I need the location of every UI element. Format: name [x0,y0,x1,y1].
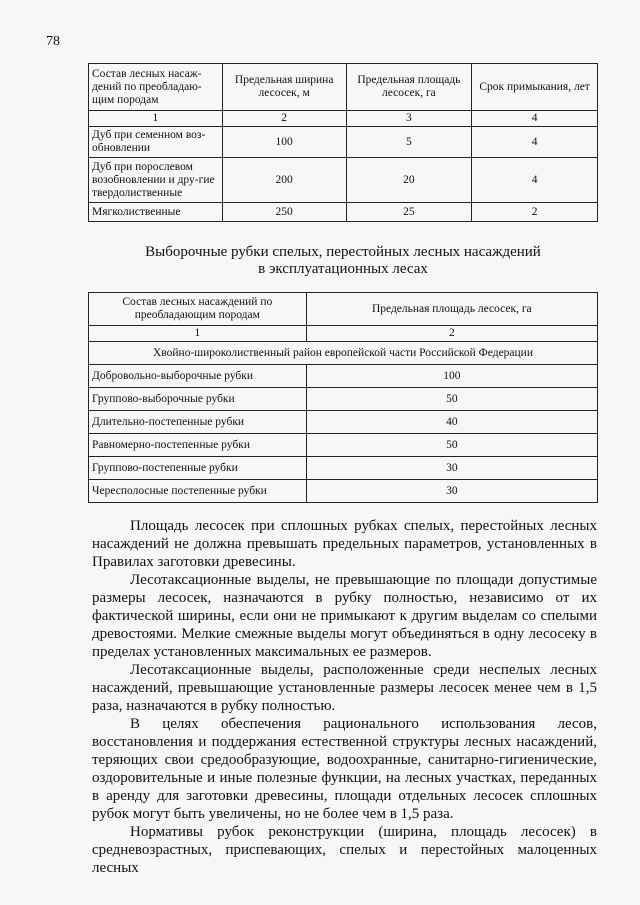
area-cell: 30 [306,480,597,503]
width-cell: 250 [222,203,346,222]
column-number: 1 [89,326,307,342]
column-number: 3 [346,111,472,127]
table-row [89,480,598,503]
header-cell: Состав лесных насаждений по преобладающим породам [89,293,307,326]
table-row [89,411,598,434]
paragraph: Нормативы рубок реконструкции (ширина, площадь лесосек) в средневозрастных, приспевающих, спелых и перестойных малоценных лесных [92,824,597,876]
table-row [89,457,598,480]
cut-type-cell: Группово-выборочные рубки [89,388,307,411]
column-number: 1 [89,111,223,127]
table-header-row [89,64,598,111]
table-row [89,158,598,203]
adjacency-cell: 2 [472,203,598,222]
width-cell: 200 [222,158,346,203]
paragraph: Площадь лесосек при сплошных рубках спелых, перестойных лесных насаждений не должна превышать предельных параметров, установленных в Правилах заготовки древесины. [92,518,597,570]
area-cell: 40 [306,411,597,434]
paragraph: Лесотаксационные выделы, расположенные среди неспелых лесных насаждений, превышающие установленные размеры лесосек менее чем в 1,5 раза, назначаются в рубку полностью. [92,662,597,714]
region-row [89,342,598,365]
species-cell: Мягколиственные [89,203,223,222]
region-cell: Хвойно-широколиственный район европейской части Российской Федерации [89,342,598,365]
cut-type-cell: Длительно-постепенные рубки [89,411,307,434]
page-number: 78 [46,34,60,49]
section-title-line: Выборочные рубки спелых, перестойных лесных насаждений [145,244,541,260]
table-header-row [89,293,598,326]
table-row [89,365,598,388]
area-cell: 5 [346,127,472,158]
column-number-row [89,111,598,127]
header-cell: Предельная ширина лесосек, м [222,64,346,111]
table-row [89,127,598,158]
column-number-row [89,326,598,342]
area-cell: 50 [306,388,597,411]
species-cell: Дуб при семенном воз-обновлении [89,127,223,158]
body-text [92,517,597,877]
column-number: 4 [472,111,598,127]
column-number: 2 [306,326,597,342]
table-row [89,388,598,411]
paragraph: В целях обеспечения рационального использования лесов, восстановления и поддержания естественной структуры лесных насаждений, теряющих свои средообразующие, водоохранные, санитарно-гигиенические, оздоровительные и иные полезные функции, на лесных участках, переданных в аренду для заготовки древесины, площади отдельных лесосек сплошных рубок могут быть увеличены, но не более чем в 1,5 раза. [92,716,597,822]
section-title [88,244,598,278]
column-number: 2 [222,111,346,127]
area-cell: 30 [306,457,597,480]
cut-type-cell: Группово-постепенные рубки [89,457,307,480]
cut-type-cell: Чересполосные постепенные рубки [89,480,307,503]
cut-type-cell: Равномерно-постепенные рубки [89,434,307,457]
table-row [89,434,598,457]
clear-cut-parameters-table [88,63,598,222]
cut-type-cell: Добровольно-выборочные рубки [89,365,307,388]
area-cell: 50 [306,434,597,457]
paragraph: Лесотаксационные выделы, не превышающие по площади допустимые размеры лесосек, назначаются в рубку полностью, независимо от их фактической ширины, если они не примыкают к другим выделам со спелыми древостоями. Мелкие смежные выделы могут объединяться в одну лесосеку в пределах установленных максимальных ее размеров. [92,572,597,660]
header-cell: Предельная площадь лесосек, га [306,293,597,326]
adjacency-cell: 4 [472,127,598,158]
table-row [89,203,598,222]
area-cell: 100 [306,365,597,388]
selective-cut-table [88,292,598,503]
species-cell: Дуб при порослевом возобновлении и дру-гие твердолиственные [89,158,223,203]
header-cell: Срок примыкания, лет [472,64,598,111]
width-cell: 100 [222,127,346,158]
section-title-line: в эксплуатационных лесах [258,261,428,277]
header-cell: Предельная площадь лесосек, га [346,64,472,111]
adjacency-cell: 4 [472,158,598,203]
area-cell: 25 [346,203,472,222]
header-cell: Состав лесных насаж-дений по преобладаю-щим породам [89,64,223,111]
area-cell: 20 [346,158,472,203]
